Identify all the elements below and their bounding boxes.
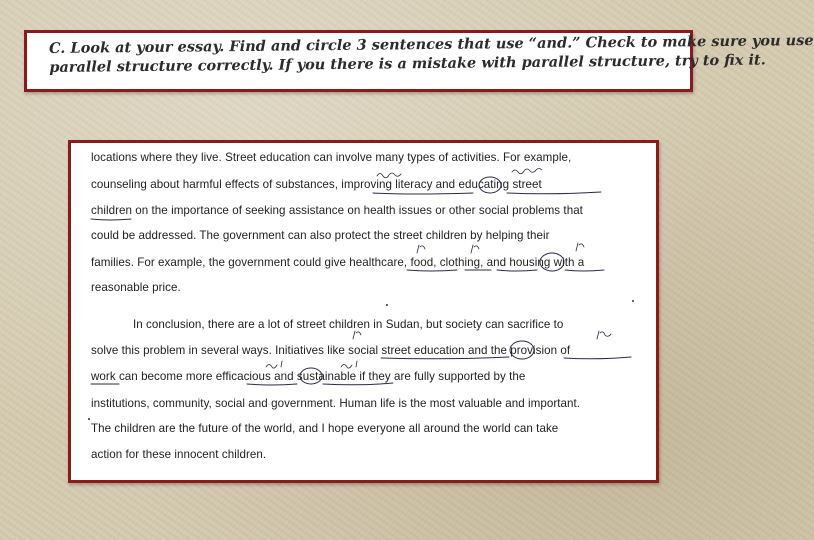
- essay-line-9: work can become more efficacious and sustainable if they are fully supported by the: [91, 370, 526, 383]
- essay-line-4: could be addressed. The government can also protect the street children by helping their: [91, 229, 550, 242]
- note-adj-2: [341, 361, 357, 368]
- essay-line-6: reasonable price.: [91, 281, 181, 294]
- stray-dot-3: [88, 418, 90, 420]
- essay-line-1: locations where they live. Street education can involve many types of activities. For example,: [91, 151, 572, 164]
- instruction-text: [49, 31, 814, 77]
- underline-healthcare: [407, 270, 457, 271]
- stray-dot-1: [386, 304, 388, 306]
- note-n-3: [576, 243, 584, 251]
- underline-sustainable: [323, 383, 393, 385]
- instruction-line-2: parallel structure correctly. If you there is a mistake with parallel structure, try to fix it.: [49, 51, 766, 76]
- underline-provision-of: [564, 357, 631, 359]
- essay-line-2: counseling about harmful effects of substances, improving literacy and educating street: [91, 178, 542, 191]
- underline-children: [91, 219, 131, 220]
- essay-line-10: institutions, community, social and government. Human life is the most valuable and important.: [91, 397, 581, 410]
- essay-excerpt-panel: [68, 140, 659, 483]
- note-n-1: [417, 245, 425, 253]
- essay-line-8: solve this problem in several ways. Initiatives like social street education and the provision of: [91, 344, 571, 357]
- stray-dot-2: [632, 300, 634, 302]
- underline-housing: [565, 270, 604, 271]
- essay-line-7: In conclusion, there are a lot of street children in Sudan, but society can sacrifice to: [133, 318, 564, 331]
- essay-line-12: action for these innocent children.: [91, 448, 267, 461]
- instruction-line-1: C. Look at your essay. Find and circle 3 sentences that use “and.” Check to make sure you use: [49, 31, 814, 57]
- underline-clothing: [497, 270, 537, 271]
- underline-social-street-education: [381, 357, 509, 359]
- note-n-2: [471, 245, 479, 253]
- underline-efficacious: [247, 384, 297, 385]
- essay-line-11: The children are the future of the world, and I hope everyone all around the world can take: [91, 422, 559, 435]
- note-adj-1: [266, 361, 282, 368]
- note-n-4: [353, 331, 361, 339]
- note-np: [597, 331, 611, 339]
- instruction-box: [24, 30, 814, 92]
- essay-line-5: families. For example, the government could give healthcare, food, clothing, and housing with a: [91, 256, 585, 269]
- underline-educating-street: [507, 192, 601, 194]
- essay-line-3: children on the importance of seeking assistance on health issues or other social problems that: [91, 204, 583, 217]
- underline-improving-literacy: [373, 193, 473, 194]
- note-gerund-2: [512, 169, 542, 174]
